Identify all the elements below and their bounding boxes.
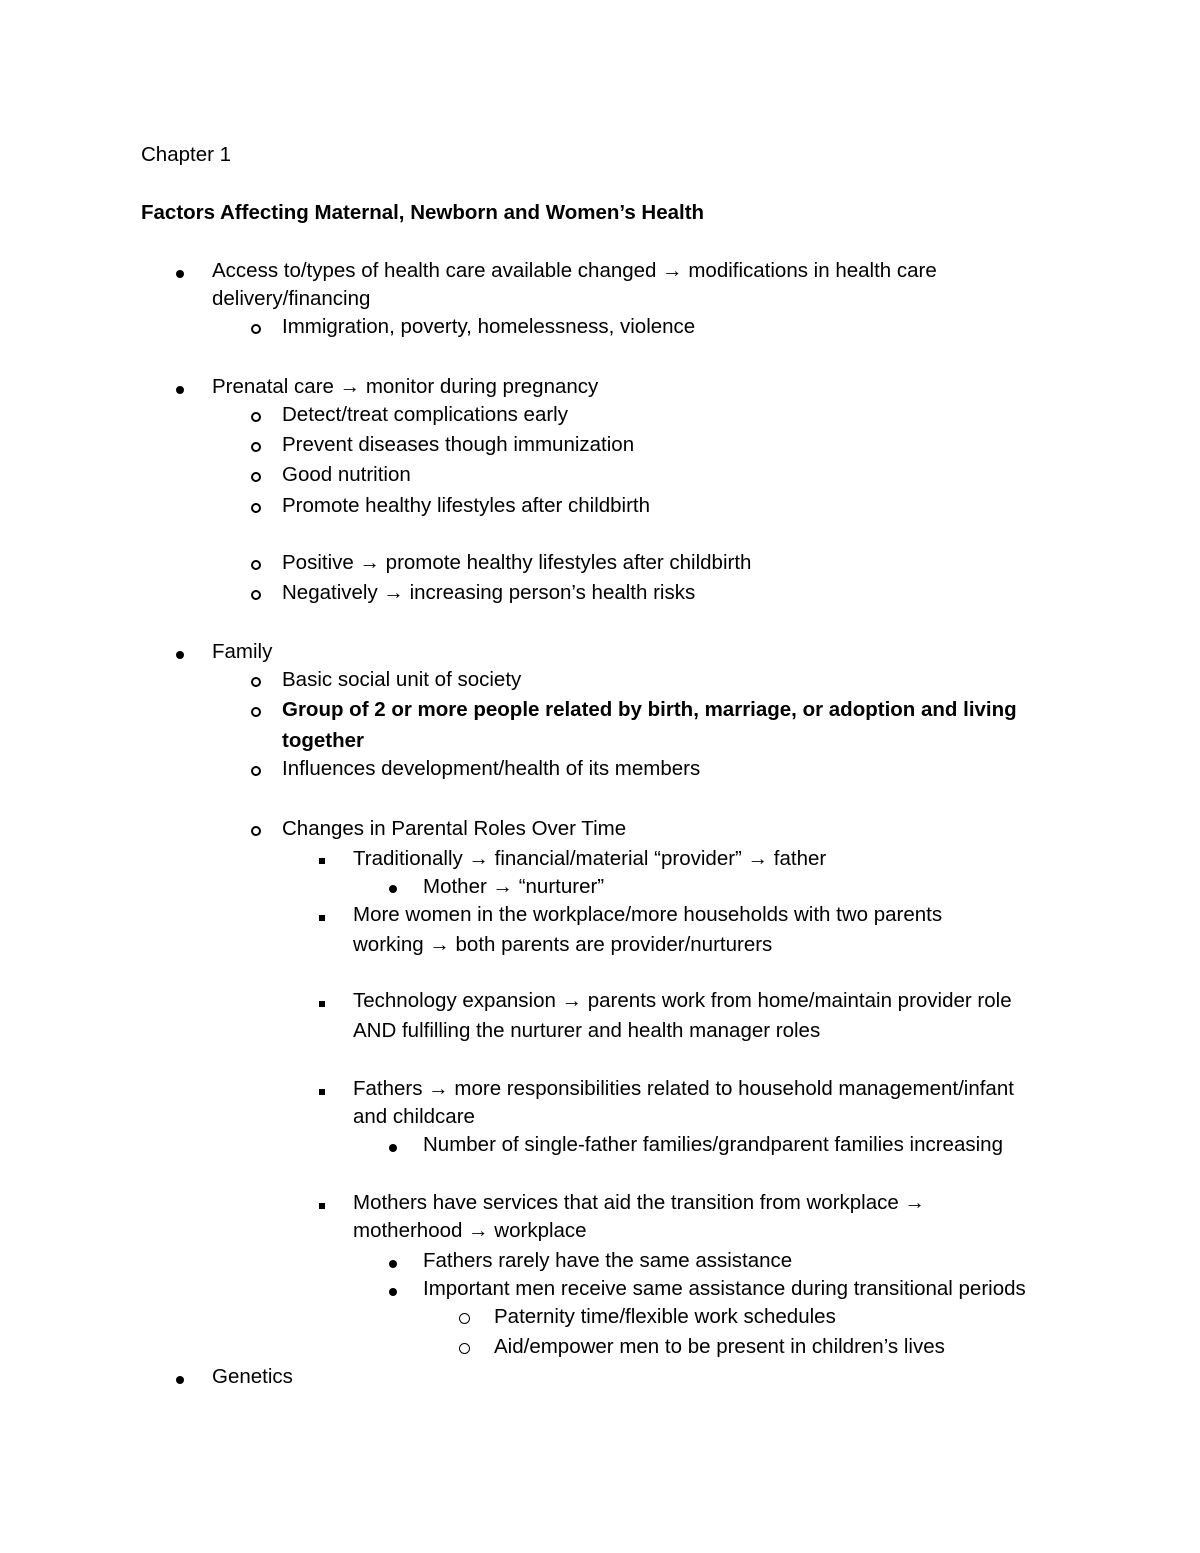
list-item-text: Immigration, poverty, homelessness, violence	[282, 315, 696, 338]
list-item-text: working → both parents are provider/nurturers	[353, 933, 773, 956]
list-item-text: Access to/types of health care available changed → modifications in health care	[212, 259, 937, 282]
bullet-square-icon	[319, 903, 325, 927]
list-item-text: AND fulfilling the nurturer and health manager roles	[353, 1019, 821, 1042]
bullet-ring-icon	[251, 669, 261, 693]
bullet-square-icon	[319, 1191, 325, 1215]
bullet-disc-icon	[176, 376, 184, 400]
list-item-text: together	[282, 729, 364, 752]
list-item-text: Traditionally → financial/material “provider” → father	[353, 847, 827, 870]
list-item-text: Fathers → more responsibilities related to household management/infant	[353, 1077, 1014, 1100]
list-item-text: Genetics	[212, 1365, 293, 1388]
bullet-ring-icon	[251, 316, 261, 340]
bullet-ring-icon	[251, 818, 261, 842]
list-item-text: Promote healthy lifestyles after childbirth	[282, 494, 651, 517]
bullet-disc-icon	[389, 1278, 397, 1302]
bullet-square-icon	[319, 989, 325, 1013]
list-item-text: Fathers rarely have the same assistance	[423, 1249, 793, 1272]
bullet-square-icon	[319, 846, 325, 870]
list-item-text: Mothers have services that aid the transition from workplace →	[353, 1191, 925, 1214]
list-item-text: Family	[212, 640, 273, 663]
list-item-text: Paternity time/flexible work schedules	[494, 1305, 836, 1328]
list-item-text: More women in the workplace/more households with two parents	[353, 903, 943, 926]
bullet-ring-icon	[251, 699, 261, 723]
list-item-text: Negatively → increasing person’s health risks	[282, 581, 696, 604]
list-item-text: Changes in Parental Roles Over Time	[282, 817, 627, 840]
list-item-text: Positive → promote healthy lifestyles after childbirth	[282, 551, 752, 574]
bullet-ring-icon	[251, 758, 261, 782]
bullet-ring-icon	[251, 552, 261, 576]
bullet-disc-icon	[176, 260, 184, 284]
list-item-text: Important men receive same assistance during transitional periods	[423, 1277, 1026, 1300]
bullet-disc-icon	[389, 1250, 397, 1274]
list-item-text: Mother → “nurturer”	[423, 875, 605, 898]
list-item-text: and childcare	[353, 1105, 475, 1128]
list-item-text: Prenatal care → monitor during pregnancy	[212, 375, 599, 398]
chapter-title: Chapter 1	[141, 143, 232, 166]
list-item-text: Influences development/health of its members	[282, 757, 701, 780]
bullet-disc-icon	[176, 641, 184, 665]
bullet-ring-icon	[251, 434, 261, 458]
list-item-text: motherhood → workplace	[353, 1219, 587, 1242]
bullet-ring-icon	[251, 404, 261, 428]
bullet-ring-icon	[459, 1336, 470, 1360]
list-item-text: Detect/treat complications early	[282, 403, 568, 426]
list-item-text: Prevent diseases though immunization	[282, 433, 635, 456]
bullet-ring-icon	[251, 582, 261, 606]
section-heading: Factors Affecting Maternal, Newborn and Women’s Health	[141, 201, 705, 224]
bullet-ring-icon	[459, 1306, 470, 1330]
list-item-text: Basic social unit of society	[282, 668, 522, 691]
bullet-disc-icon	[176, 1366, 184, 1390]
list-item-text: Technology expansion → parents work from home/maintain provider role	[353, 989, 1012, 1012]
list-item-text: Number of single-father families/grandparent families increasing	[423, 1133, 1003, 1156]
bullet-square-icon	[319, 1077, 325, 1101]
bullet-ring-icon	[251, 495, 261, 519]
bullet-disc-icon	[389, 1134, 397, 1158]
list-item-text: Aid/empower men to be present in children’s lives	[494, 1335, 945, 1358]
list-item-text: delivery/financing	[212, 287, 371, 310]
bullet-ring-icon	[251, 464, 261, 488]
list-item-text: Good nutrition	[282, 463, 411, 486]
bullet-disc-icon	[389, 875, 397, 899]
list-item-text: Group of 2 or more people related by birth, marriage, or adoption and living	[282, 698, 1017, 721]
